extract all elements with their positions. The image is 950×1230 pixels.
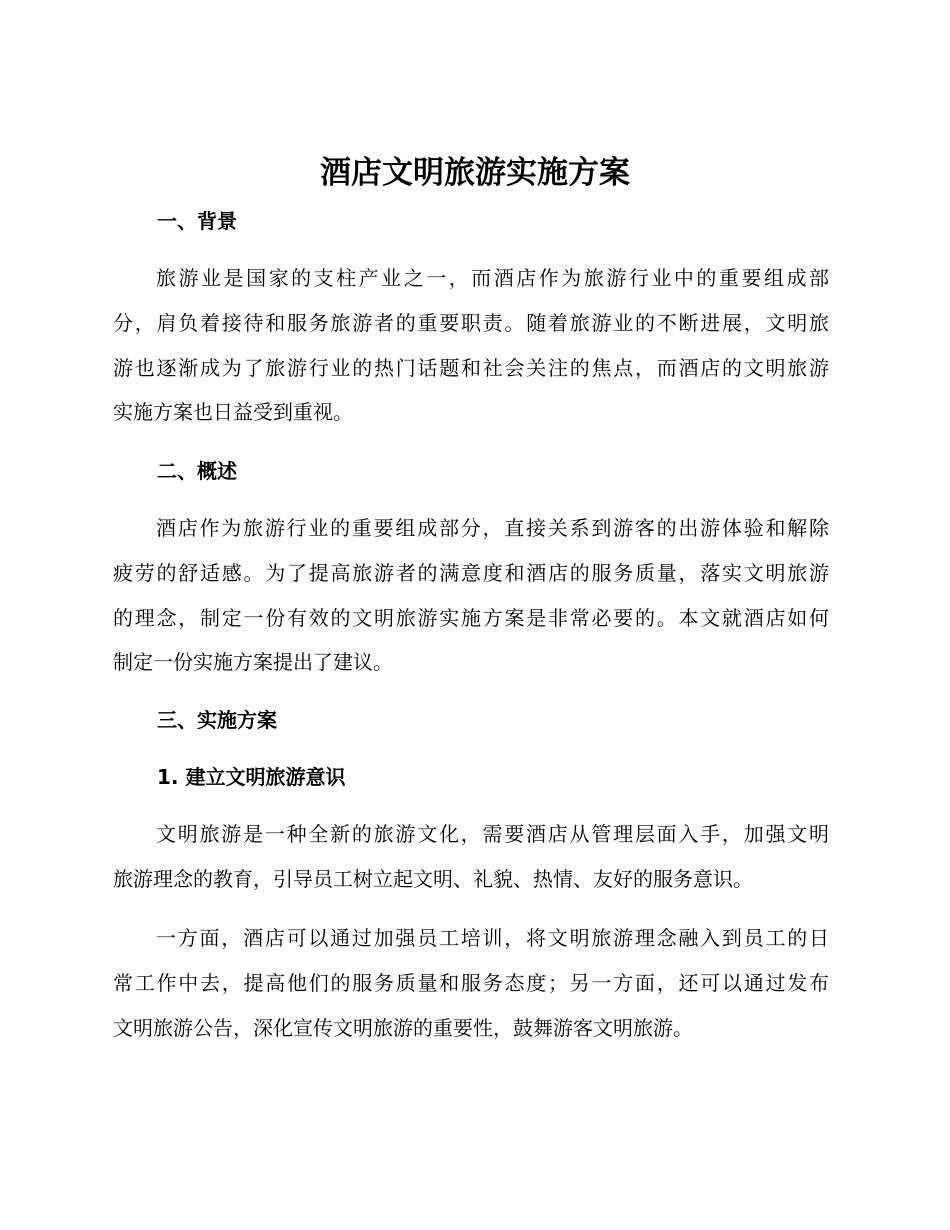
paragraph-background [113, 256, 829, 435]
paragraph-awareness-measures [113, 916, 829, 1050]
paragraph-line: 旅游理念的教育，引导员工树立起文明、礼貌、热情、友好的服务意识。 [113, 866, 753, 891]
paragraph-line: 实施方案也日益受到重视。 [113, 400, 353, 425]
paragraph-line: 游也逐渐成为了旅游行业的热门话题和社会关注的焦点，而酒店的文明旅游 [113, 355, 829, 380]
document-title: 酒店文明旅游实施方案 [320, 155, 630, 191]
paragraph-line: 一方面，酒店可以通过加强员工培训，将文明旅游理念融入到员工的日 [156, 926, 829, 950]
paragraph-overview [113, 506, 829, 685]
section-heading-implementation: 三、实施方案 [157, 708, 277, 732]
section-heading-overview: 二、概述 [157, 459, 237, 483]
paragraph-line: 文明旅游公告，深化宣传文明旅游的重要性，鼓舞游客文明旅游。 [113, 1015, 693, 1040]
paragraph-line: 分，肩负着接待和服务旅游者的重要职责。随着旅游业的不断进展，文明旅 [113, 310, 829, 335]
paragraph-awareness-intro [113, 812, 829, 902]
paragraph-line: 疲劳的舒适感。为了提高旅游者的满意度和酒店的服务质量，落实文明旅游 [113, 560, 829, 585]
paragraph-line: 酒店作为旅游行业的重要组成部分，直接关系到游客的出游体验和解除 [156, 516, 829, 540]
paragraph-line: 旅游业是国家的支柱产业之一，而酒店作为旅游行业中的重要组成部 [156, 266, 829, 290]
paragraph-line: 制定一份实施方案提出了建议。 [113, 650, 393, 675]
paragraph-line: 常工作中去，提高他们的服务质量和服务态度；另一方面，还可以通过发布 [113, 970, 829, 995]
section-heading-background: 一、背景 [157, 209, 237, 233]
paragraph-line: 的理念，制定一份有效的文明旅游实施方案是非常必要的。本文就酒店如何 [113, 605, 829, 630]
paragraph-line: 文明旅游是一种全新的旅游文化，需要酒店从管理层面入手，加强文明 [156, 822, 829, 846]
subsection-heading-awareness: 1. 建立文明旅游意识 [157, 765, 346, 789]
